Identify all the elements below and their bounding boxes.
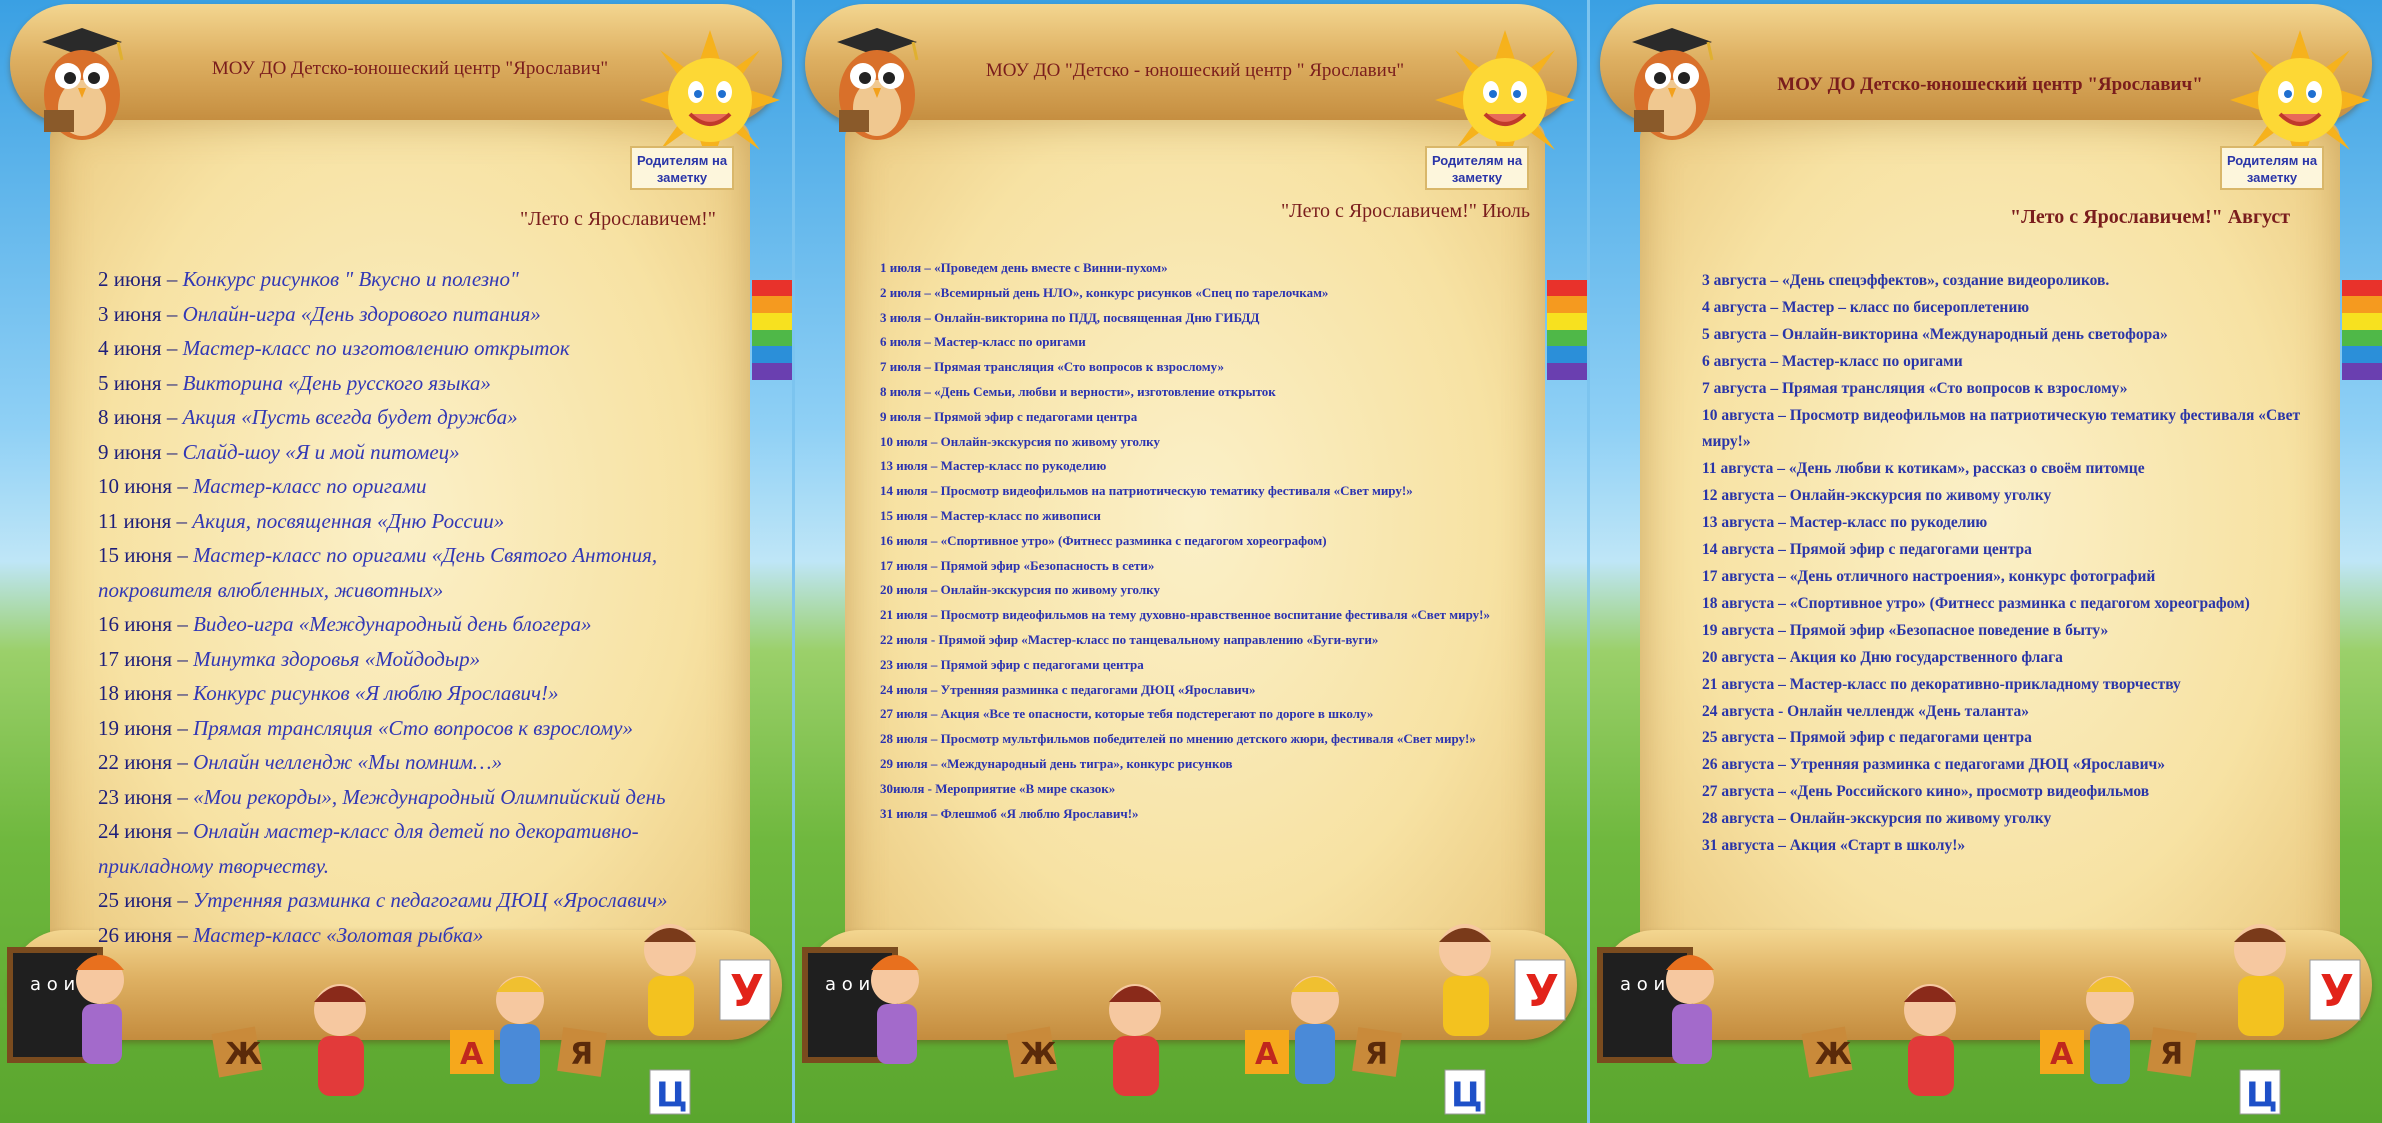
event-item	[98, 711, 748, 746]
event-date: 22 июня –	[98, 750, 194, 774]
svg-text:У: У	[730, 966, 764, 1017]
program-title: "Лето с Ярославичем!" Август	[2010, 206, 2291, 228]
event-item	[98, 297, 748, 332]
event-item: 19 августа – Прямой эфир «Безопасное поведение в быту»	[1702, 621, 2109, 639]
event-item: 31 июля – Флешмоб «Я люблю Ярославич!»	[880, 805, 1139, 821]
event-title: Мастер-класс по изготовлению открыток	[182, 336, 570, 360]
event-item	[98, 366, 748, 401]
event-title: Минутка здоровья «Мойдодыр»	[193, 646, 481, 671]
event-item	[98, 435, 748, 470]
event-item: 17 августа – «День отличного настроения», конкурс фотографий	[1702, 567, 2156, 585]
event-date: 9 июня –	[98, 439, 183, 464]
event-item	[98, 642, 748, 677]
svg-text:Я: Я	[570, 1037, 594, 1072]
event-item: 26 августа – Утренняя разминка с педагогами ДЮЦ «Ярославич»	[1702, 756, 2166, 774]
event-item	[98, 331, 748, 366]
event-date: 10 июня –	[98, 474, 194, 498]
rainbow-stripes	[2342, 280, 2382, 380]
event-item: 28 июля – Просмотр мультфильмов победителей по мнению детского жюри, фестиваля «Свет миру!»	[880, 731, 1476, 747]
event-title: «Мои рекорды», Международный Олимпийский день	[193, 784, 666, 809]
svg-text:У: У	[1525, 966, 1559, 1017]
event-item: 15 июля – Мастер-класс по живописи	[880, 507, 1101, 523]
event-date: 24 июня –	[98, 819, 194, 843]
org-header: МОУ ДО "Детско - юношеский центр " Ярославич"	[985, 60, 1405, 81]
parents-note-badge: Родителям на заметку	[630, 146, 734, 190]
event-item	[98, 780, 748, 815]
event-item	[98, 504, 748, 539]
event-item: 25 августа – Прямой эфир с педагогами центра	[1702, 729, 2032, 747]
event-date: 5 июня –	[98, 370, 183, 395]
event-item: 4 августа – Мастер – класс по бисероплетению	[1702, 298, 2030, 316]
event-item: 28 августа – Онлайн-экскурсия по живому уголку	[1702, 810, 2052, 828]
children-with-letters-illustration	[1590, 920, 2382, 1123]
event-item: 14 июля – Просмотр видеофильмов на патриотическую тематику фестиваля «Свет миру!»	[880, 483, 1413, 499]
event-item: 6 июля – Мастер-класс по оригами	[880, 334, 1086, 350]
event-item: 17 июля – Прямой эфир «Безопасность в сети»	[880, 557, 1155, 573]
event-date: 4 июня –	[98, 336, 183, 360]
event-title: Мастер-класс по оригами	[193, 474, 427, 498]
event-title: Мастер-класс «Золотая рыбка»	[193, 922, 484, 947]
svg-text:Ж: Ж	[1815, 1037, 1852, 1072]
event-item: 12 августа – Онлайн-экскурсия по живому уголку	[1702, 487, 2052, 505]
svg-text:А: А	[2050, 1037, 2074, 1072]
svg-text:Ц: Ц	[656, 1075, 688, 1115]
owl-teacher-icon	[1612, 20, 1722, 150]
rainbow-stripes	[752, 280, 792, 380]
panel-june	[0, 0, 792, 1123]
event-item	[98, 607, 748, 642]
event-item: 7 августа – Прямая трансляция «Сто вопросов к взрослому»	[1702, 379, 2128, 397]
event-item: 13 августа – Мастер-класс по рукоделию	[1702, 514, 1988, 532]
event-title: Онлайн мастер-класс для детей по декоративно-прикладному творчеству.	[98, 819, 639, 878]
event-item: 23 июля – Прямой эфир с педагогами центра	[880, 656, 1144, 672]
event-list	[880, 256, 1500, 826]
event-item: 13 июля – Мастер-класс по рукоделию	[880, 458, 1107, 474]
event-title: Онлайн челлендж «Мы помним…»	[193, 750, 503, 774]
event-item	[98, 469, 748, 504]
program-title: "Лето с Ярославичем!"	[520, 208, 716, 230]
svg-text:а о и: а о и	[825, 974, 871, 995]
event-title: Акция, посвященная «Дню России»	[192, 508, 505, 533]
event-title: Утренняя разминка с педагогами ДЮЦ «Ярославич»	[193, 888, 668, 912]
svg-text:Ж: Ж	[1020, 1037, 1057, 1072]
event-item: 6 августа – Мастер-класс по оригами	[1702, 352, 1963, 370]
parents-note-badge: Родителям на заметку	[2220, 146, 2324, 190]
rainbow-stripes	[1547, 280, 1587, 380]
event-item: 1 июля – «Проведем день вместе с Винни-пухом»	[880, 260, 1168, 275]
svg-text:Ж: Ж	[225, 1037, 262, 1072]
org-header: МОУ ДО Детско-юношеский центр "Ярославич"	[1777, 74, 2203, 95]
svg-text:У: У	[2320, 966, 2354, 1017]
event-title: Конкурс рисунков " Вкусно и полезно"	[182, 267, 519, 291]
event-date: 8 июня –	[98, 405, 183, 429]
children-with-letters-illustration	[0, 920, 792, 1123]
event-list	[98, 262, 748, 952]
event-date: 2 июня –	[98, 267, 183, 291]
event-item: 20 июля – Онлайн-экскурсия по живому уголку	[880, 582, 1160, 598]
event-title: Конкурс рисунков «Я люблю Ярославич!»	[193, 681, 559, 705]
event-item: 24 августа - Онлайн челлендж «День таланта»	[1702, 702, 2029, 720]
panel-july	[795, 0, 1587, 1123]
event-item	[98, 883, 748, 918]
svg-text:А: А	[1255, 1037, 1279, 1072]
owl-teacher-icon	[817, 20, 927, 150]
event-item: 31 августа – Акция «Старт в школу!»	[1702, 837, 1966, 855]
event-item: 16 июля – «Спортивное утро» (Фитнесс разминка с педагогом хореографом)	[880, 532, 1327, 548]
event-title: Акция «Пусть всегда будет дружба»	[182, 405, 518, 429]
event-item: 2 июля – «Всемирный день НЛО», конкурс рисунков «Спец по тарелочкам»	[880, 284, 1329, 300]
event-item: 10 августа – Просмотр видеофильмов на патриотическую тематику фестиваля «Свет миру!»	[1702, 406, 2301, 451]
program-title: "Лето с Ярославичем!" Июль	[1281, 200, 1530, 222]
event-item: 20 августа – Акция ко Дню государственного флага	[1702, 648, 2063, 666]
svg-text:А: А	[460, 1037, 484, 1072]
event-item	[98, 745, 748, 780]
children-with-letters-illustration	[795, 920, 1587, 1123]
svg-text:а о и: а о и	[30, 974, 76, 995]
owl-teacher-icon	[22, 20, 132, 150]
svg-text:Я: Я	[2160, 1037, 2184, 1072]
event-title: Слайд-шоу «Я и мой питомец»	[182, 439, 460, 464]
event-date: 25 июня –	[98, 888, 194, 912]
event-item: 24 июля – Утренняя разминка с педагогами ДЮЦ «Ярославич»	[880, 681, 1256, 697]
event-date: 11 июня –	[98, 508, 193, 533]
event-item: 3 июля – Онлайн-викторина по ПДД, посвященная Дню ГИБДД	[880, 309, 1260, 325]
event-date: 23 июня –	[98, 784, 194, 809]
event-item: 14 августа – Прямой эфир с педагогами центра	[1702, 541, 2032, 559]
event-item: 27 июля – Акция «Все те опасности, которые тебя подстерегают по дороге в школу»	[880, 706, 1374, 722]
event-item	[98, 676, 748, 711]
event-item: 21 августа – Мастер-класс по декоративно-прикладному творчеству	[1702, 675, 2181, 693]
event-item: 9 июля – Прямой эфир с педагогами центра	[880, 408, 1138, 424]
event-date: 3 июня –	[98, 301, 183, 326]
event-item	[98, 538, 748, 607]
panel-august	[1590, 0, 2382, 1123]
event-item	[98, 400, 748, 435]
event-title: Видео-игра «Международный день блогера»	[193, 612, 592, 636]
event-date: 26 июня –	[98, 922, 194, 947]
event-date: 16 июня –	[98, 612, 194, 636]
event-title: Онлайн-игра «День здорового питания»	[182, 301, 541, 326]
svg-text:Ц: Ц	[1451, 1075, 1483, 1115]
event-item: 21 июля – Просмотр видеофильмов на тему духовно-нравственное воспитание фестиваля «Свет миру!»	[880, 607, 1490, 623]
event-list	[1702, 268, 2342, 860]
event-item: 3 августа – «День спецэффектов», создание видеороликов.	[1702, 272, 2110, 289]
event-item: 11 августа – «День любви к котикам», рассказ о своём питомце	[1702, 460, 2145, 478]
event-title: Викторина «День русского языка»	[182, 370, 491, 395]
org-header: МОУ ДО Детско-юношеский центр "Ярославич"	[211, 58, 609, 79]
event-item: 8 июля – «День Семьи, любви и верности», изготовление открыток	[880, 383, 1276, 399]
event-item	[98, 814, 748, 883]
event-title: Прямая трансляция «Сто вопросов к взрослому»	[193, 715, 633, 740]
event-item: 27 августа – «День Российского кино», просмотр видеофильмов	[1702, 783, 2150, 801]
svg-text:Я: Я	[1365, 1037, 1389, 1072]
event-item: 10 июля – Онлайн-экскурсия по живому уголку	[880, 433, 1160, 449]
event-title: Мастер-класс по оригами «День Святого Антония, покровителя влюбленных, животных»	[98, 543, 658, 602]
event-date: 17 июня –	[98, 646, 194, 671]
event-item: 5 августа – Онлайн-викторина «Международный день светофора»	[1702, 325, 2168, 343]
event-item: 30июля - Мероприятие «В мире сказок»	[880, 780, 1116, 796]
event-item: 29 июля – «Международный день тигра», конкурс рисунков	[880, 755, 1233, 771]
event-item: 18 августа – «Спортивное утро» (Фитнесс разминка с педагогом хореографом)	[1702, 594, 2250, 612]
event-date: 18 июня –	[98, 681, 194, 705]
event-item: 7 июля – Прямая трансляция «Сто вопросов к взрослому»	[880, 359, 1224, 375]
event-date: 19 июня –	[98, 715, 194, 740]
event-date: 15 июня –	[98, 543, 194, 567]
svg-text:а о и: а о и	[1620, 974, 1666, 995]
event-item: 22 июля - Прямой эфир «Мастер-класс по танцевальному направлению «Буги-вуги»	[880, 631, 1379, 647]
event-item	[98, 262, 748, 297]
parents-note-badge: Родителям на заметку	[1425, 146, 1529, 190]
svg-text:Ц: Ц	[2246, 1075, 2278, 1115]
